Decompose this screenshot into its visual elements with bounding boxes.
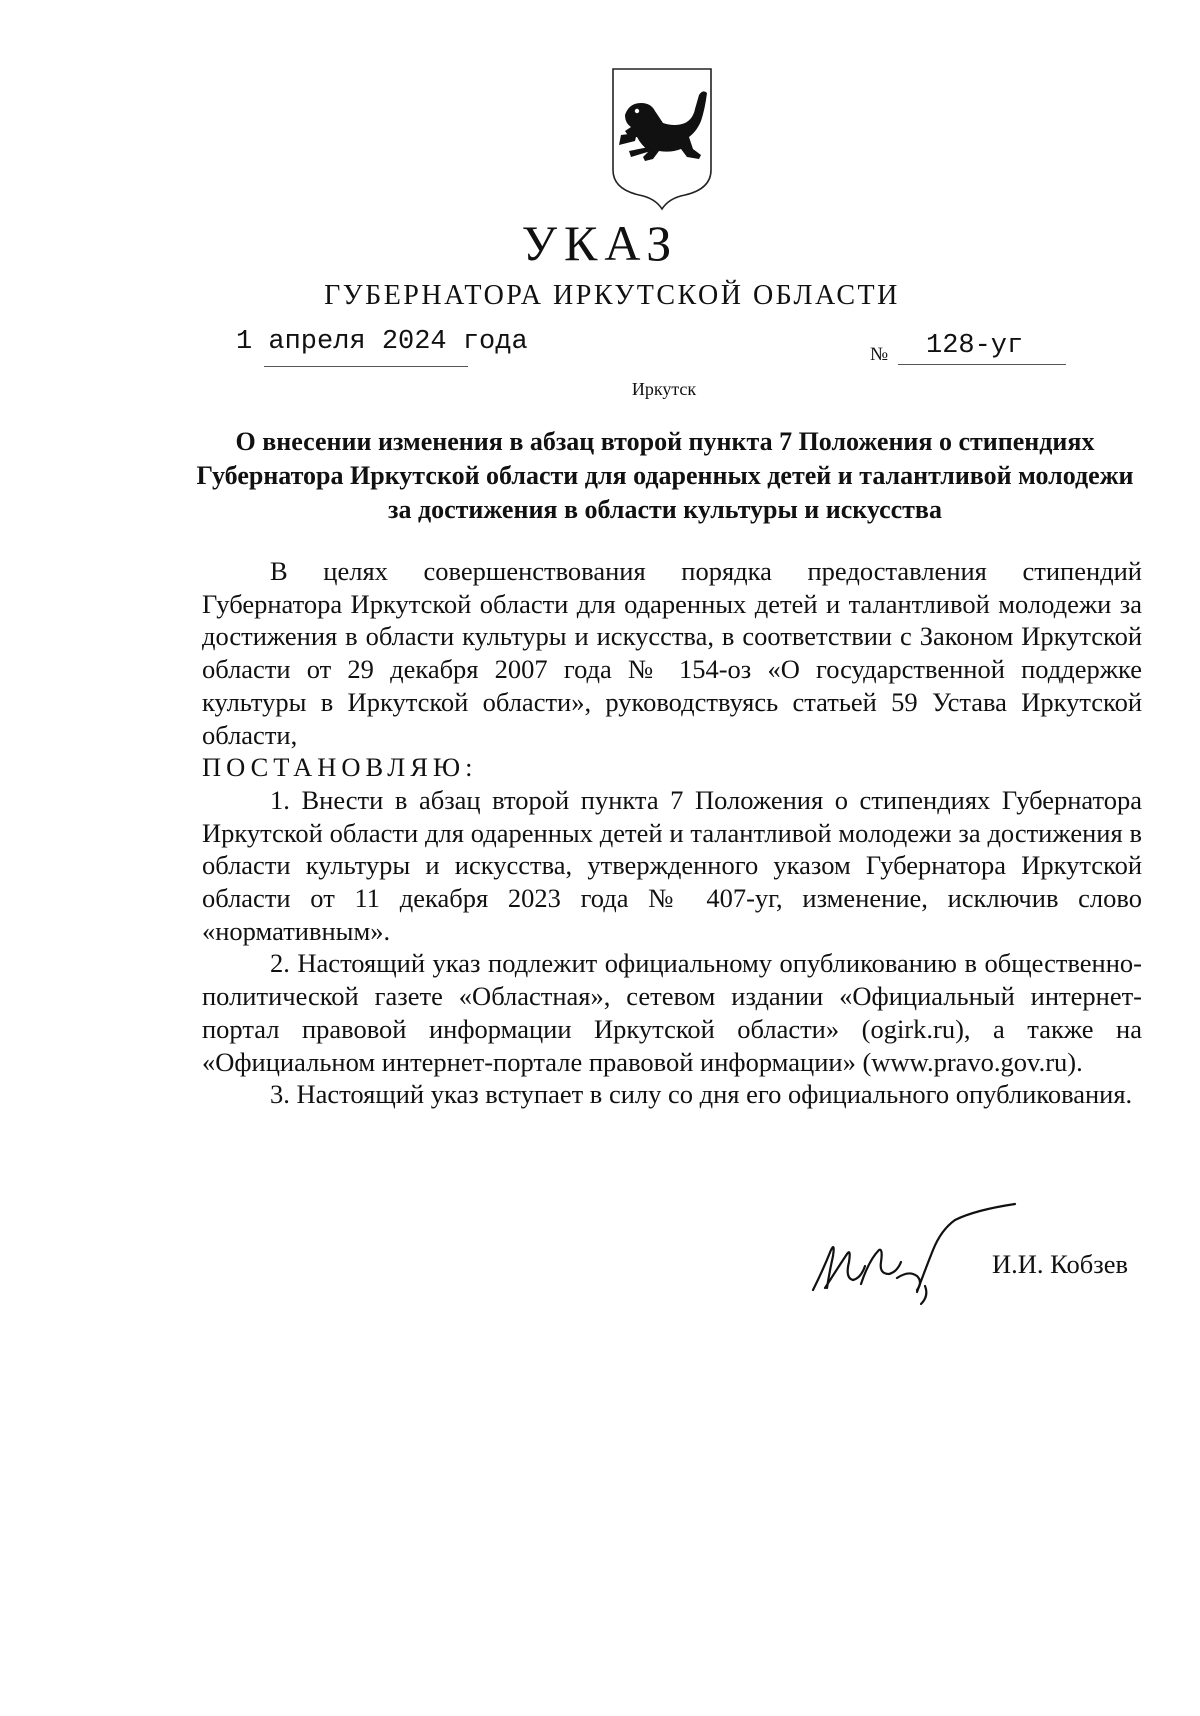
number-underline <box>898 364 1066 365</box>
item-paragraph: 3. Настоящий указ вступает в силу со дня его официального опубликования. <box>270 1079 1133 1110</box>
document-heading: О внесении изменения в абзац второй пункта 7 Положения о стипендиях Губернатора Иркутской области для одаренных детей и талантливой молодежи за достижения в области культуры и искусства <box>196 427 1134 524</box>
coat-of-arms-icon <box>607 65 717 215</box>
number-sign: № <box>870 344 889 365</box>
document-date: 1 апреля 2024 года <box>236 327 528 357</box>
signer-name: И.И. Кобзев <box>992 1249 1128 1279</box>
date-underline <box>264 366 468 367</box>
document-body <box>202 555 1142 1111</box>
item-paragraph: 2. Настоящий указ подлежит официальному опубликованию в общественно-политической газете «Областная», сетевом издании «Официальный интернет-портал правовой информации Иркутской области» (ogirk.ru), а также на «Официальном интернет-портале правовой информации» (www.pravo.gov.ru). <box>202 948 1142 1077</box>
item-paragraph: 1. Внести в абзац второй пункта 7 Положения о стипендиях Губернатора Иркутской области для одаренных детей и талантливой молодежи за достижения в области культуры и искусства, утвержденного указом Губернатора Иркутской области от 11 декабря 2023 года № 407-уг, изменение, исключив слово «нормативным». <box>202 784 1142 946</box>
document-city: Иркутск <box>631 379 697 399</box>
preamble-paragraph: В целях совершенствования порядка предоставления стипендий Губернатора Иркутской области для одаренных детей и талантливой молодежи за достижения в области культуры и искусства, в соответствии с Законом Иркутской области от 29 декабря 2007 года № 154-оз «О государственной поддержке культуры в Иркутской области», руководствуясь статьей 59 Устава Иркутской области, <box>202 556 1142 750</box>
document-number: 128-уг <box>926 331 1024 361</box>
document-subtitle: ГУБЕРНАТОРА ИРКУТСКОЙ ОБЛАСТИ <box>324 280 900 311</box>
decree-word: ПОСТАНОВЛЯЮ: <box>202 752 478 783</box>
document-title: УКАЗ <box>521 215 679 271</box>
